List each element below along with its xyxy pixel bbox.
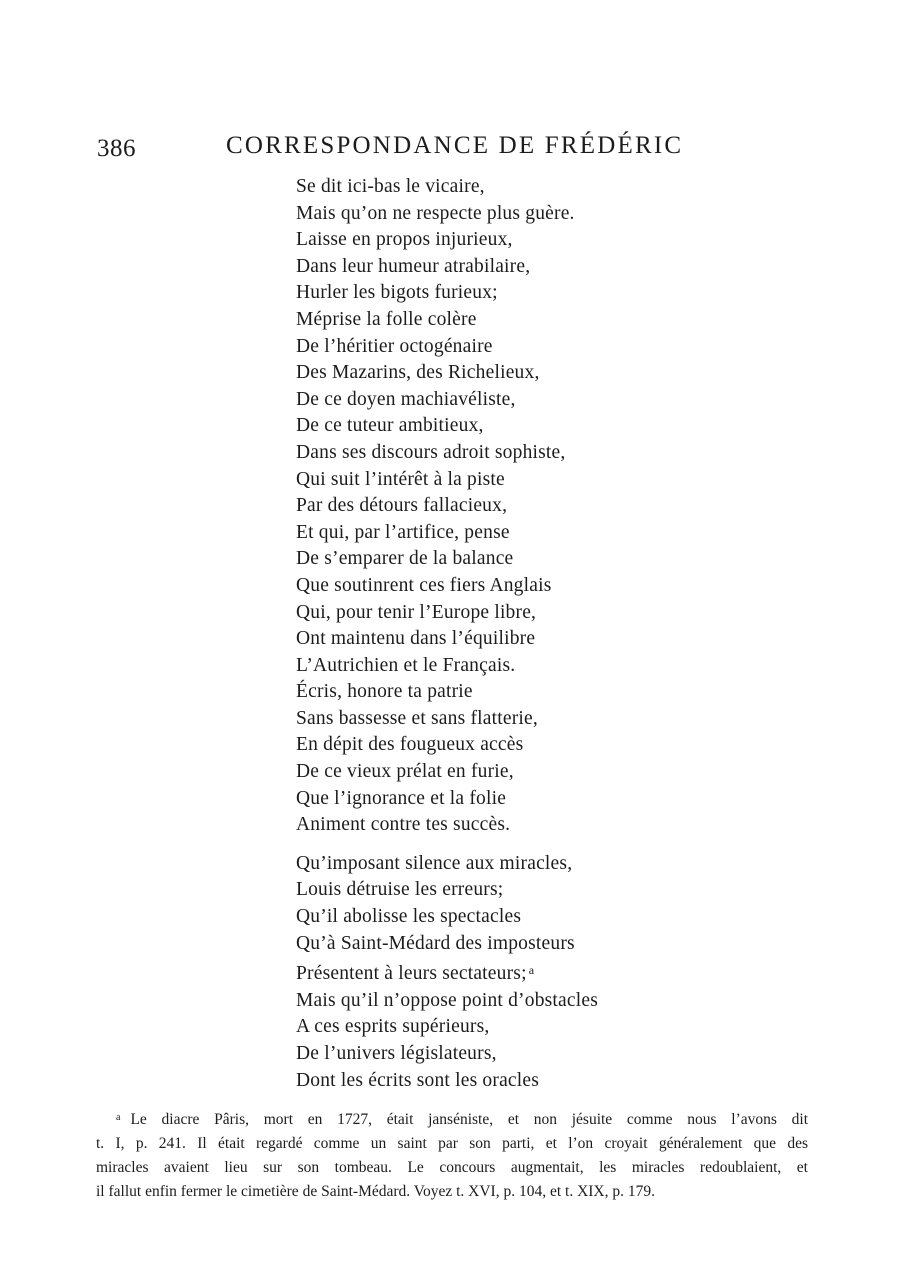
verse-line: Écris, honore ta patrie: [296, 681, 473, 703]
verse-text: Présentent à leurs sectateurs;: [296, 963, 527, 985]
verse-line: En dépit des fougueux accès: [296, 734, 524, 756]
verse-line: De l’héritier octogénaire: [296, 335, 493, 357]
verse-line: L’Autrichien et le Français.: [296, 654, 516, 676]
verse-line: Qu’à Saint-Médard des imposteurs: [296, 932, 575, 954]
verse-line: Par des détours fallacieux,: [296, 495, 508, 517]
verse-line: Laisse en propos injurieux,: [296, 229, 513, 251]
verse-line: Qui, pour tenir l’Europe libre,: [296, 601, 537, 623]
footnote-line: il fallut enfin fermer le cimetière de Saint-Médard. Voyez t. XVI, p. 104, et t. XIX, p. 179.: [96, 1183, 655, 1200]
stanza: [296, 851, 598, 1094]
poem: [296, 174, 598, 1094]
verse-line: De s’emparer de la balance: [296, 548, 514, 570]
verse-line: Ont maintenu dans l’équilibre: [296, 628, 536, 650]
stanza: [296, 174, 598, 839]
verse-line: Animent contre tes succès.: [296, 814, 511, 836]
verse-line: A ces esprits supérieurs,: [296, 1016, 490, 1038]
verse-line: Se dit ici-bas le vicaire,: [296, 176, 485, 197]
verse-line: Que l’ignorance et la folie: [296, 787, 507, 809]
verse-line-with-footnote: [296, 957, 598, 988]
verse-line: Dans ses discours adroit sophiste,: [296, 441, 566, 463]
verse-line: Qu’imposant silence aux miracles,: [296, 852, 573, 874]
verse-line: Qu’il abolisse les spectacles: [296, 906, 522, 928]
verse-line: De l’univers législateurs,: [296, 1043, 497, 1064]
footnote-line: t. I, p. 241. Il était regardé comme un saint par son parti, et l’on croyait généralement que des: [96, 1135, 808, 1152]
page-number: 386: [97, 135, 136, 162]
footnote: [96, 1106, 808, 1204]
running-title: CORRESPONDANCE DE FRÉDÉRIC: [226, 132, 684, 159]
verse-line: Qui suit l’intérêt à la piste: [296, 468, 505, 490]
verse-line: Dont les écrits sont les oracles: [296, 1069, 540, 1091]
verse-line: Mais qu’on ne respecte plus guère.: [296, 202, 575, 224]
verse-line: Dans leur humeur atrabilaire,: [296, 255, 531, 277]
verse-line: Sans bassesse et sans flatterie,: [296, 707, 538, 729]
verse-line: Mais qu’il n’oppose point d’obstacles: [296, 989, 599, 1011]
footnote-line-text: Le diacre Pâris, mort en 1727, était janséniste, et non jésuite comme nous l’avons dit: [130, 1111, 808, 1128]
verse-line: Et qui, par l’artifice, pense: [296, 521, 510, 543]
verse-line: Hurler les bigots furieux;: [296, 282, 498, 304]
verse-line: De ce doyen machiavéliste,: [296, 388, 516, 410]
verse-line: De ce tuteur ambitieux,: [296, 415, 484, 437]
verse-line: Des Mazarins, des Richelieux,: [296, 362, 540, 384]
footnote-line: [96, 1106, 808, 1132]
verse-line: Louis détruise les erreurs;: [296, 879, 504, 901]
footnote-line: miracles avaient lieu sur son tombeau. Le concours augmentait, les miracles redoublaient, et: [96, 1159, 808, 1176]
verse-line: Que soutinrent ces fiers Anglais: [296, 574, 552, 596]
verse-line: De ce vieux prélat en furie,: [296, 761, 514, 783]
verse-line: Méprise la folle colère: [296, 308, 477, 330]
footnote-reference-mark: a: [528, 963, 535, 978]
footnote-mark: a: [116, 1112, 121, 1123]
